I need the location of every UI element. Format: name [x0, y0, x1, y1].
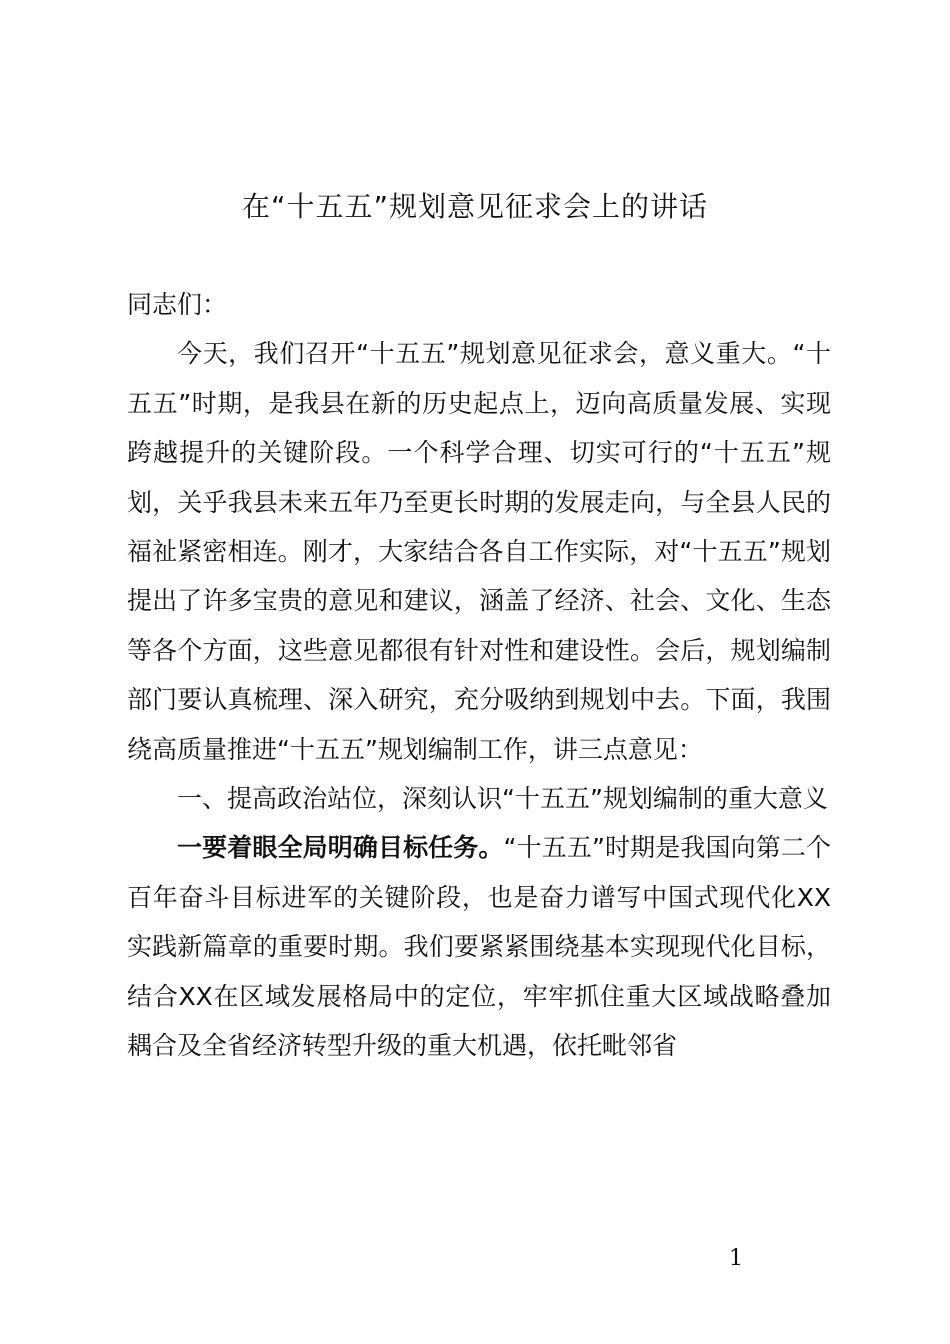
page-number-value: 1 [729, 1246, 743, 1271]
document-body [127, 280, 831, 1071]
opening-paragraph: 今天，我们召开“十五五”规划意见征求会，意义重大。“十五五”时期，是我县在新的历史起点上，迈向高质量发展、实现跨越提升的关键阶段。一个科学合理、切实可行的“十五五”规划，关乎我县未来五年乃至更长时期的发展走向，与全县人民的福祉紧密相连。刚才，大家结合各自工作实际，对“十五五”规划提出了许多宝贵的意见和建议，涵盖了经济、社会、文化、生态等各个方面，这些意见都很有针对性和建设性。会后，规划编制部门要认真梳理、深入研究，充分吸纳到规划中去。下面，我围绕高质量推进“十五五”规划编制工作，讲三点意见： [127, 339, 831, 764]
section-heading-1: 一、提高政治站位，深刻认识“十五五”规划编制的重大意义 [177, 784, 828, 814]
point-lead-text: 一要着眼全局明确目标任务。 [177, 833, 504, 863]
document-title: 在“十五五”规划意见征求会上的讲话 [241, 190, 708, 223]
salutation: 同志们： [127, 290, 228, 319]
point-paragraph-1 [127, 823, 831, 1070]
page-number [0, 1244, 744, 1274]
point-body-text: “十五五”时期是我国向第二个百年奋斗目标进军的关键阶段，也是奋力谱写中国式现代化XX实践新篇章的重要时期。我们要紧紧围绕基本实现现代化目标，结合XX在区域发展格局中的定位，牢牢抓住重大区域战略叠加耦合及全省经济转型升级的重大机遇，依托毗邻省 [127, 833, 831, 1061]
